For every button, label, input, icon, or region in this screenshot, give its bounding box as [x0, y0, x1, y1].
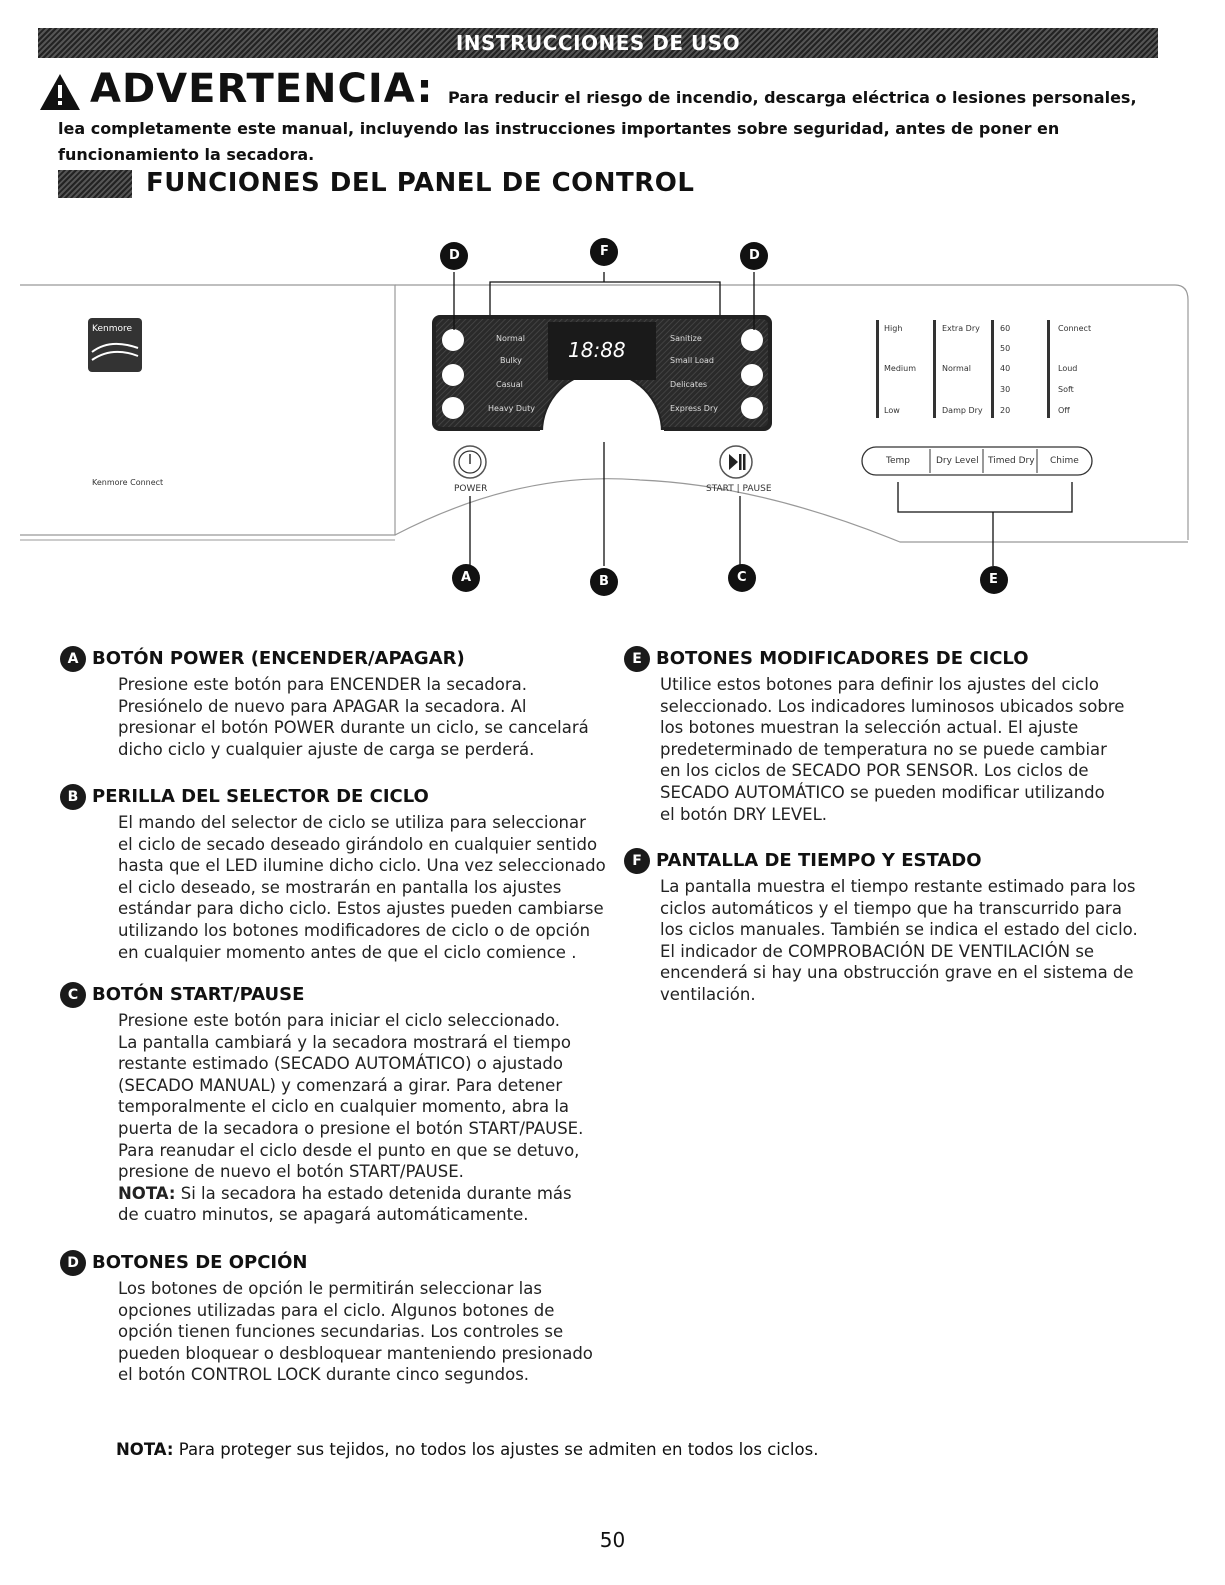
item-c-line: restante estimado (SECADO AUTOMÁTICO) o ajustado: [118, 1054, 564, 1074]
item-a-line: presionar el botón POWER durante un ciclo, se cancelará: [118, 718, 589, 738]
time-50: 50: [1000, 344, 1011, 353]
time-40: 40: [1000, 364, 1011, 373]
item-c-line: (SECADO MANUAL) y comenzará a girar. Para detener: [118, 1075, 563, 1095]
cycle-bulky: Bulky: [500, 356, 522, 365]
modifier-dry-level-button: Dry Level: [936, 456, 979, 466]
item-e-line: en los ciclos de SECADO POR SENSOR. Los ciclos de: [660, 761, 1089, 781]
option-button-left-1: [442, 329, 464, 351]
cycle-knob-mask: [540, 430, 664, 440]
cycle-heavy-duty: Heavy Duty: [488, 404, 535, 413]
marker-d-left: D: [449, 248, 460, 263]
item-c-line: La pantalla cambiará y la secadora mostrará el tiempo: [118, 1032, 571, 1052]
page-number: 50: [599, 1528, 626, 1552]
option-button-right-1: [741, 329, 763, 351]
item-a-line: Presione este botón para ENCENDER la secadora.: [118, 675, 528, 694]
warning-inline-text: Para reducir el riesgo de incendio, descarga eléctrica o lesiones personales,: [448, 88, 1137, 107]
item-f-title: PANTALLA DE TIEMPO Y ESTADO: [656, 850, 982, 871]
item-a-body: [118, 674, 589, 760]
badge-d: D: [60, 1250, 86, 1276]
item-d-line: pueden bloquear o desbloquear manteniendo presionado: [118, 1343, 593, 1363]
item-f-line: La pantalla muestra el tiempo restante estimado para los: [660, 877, 1136, 896]
cycle-casual: Casual: [496, 380, 523, 389]
item-f-line: encenderá si hay una obstrucción grave en el sistema de: [660, 963, 1134, 983]
marker-d-right: D: [749, 248, 760, 263]
item-f-line: ciclos automáticos y el tiempo que ha transcurrido para: [660, 898, 1122, 918]
item-c-title: BOTÓN START/PAUSE: [92, 984, 305, 1005]
modifier-timed-dry-button: Timed Dry: [988, 456, 1035, 466]
time-30: 30: [1000, 385, 1011, 394]
item-e-body: [660, 674, 1124, 825]
badge-c: C: [60, 982, 86, 1008]
item-c-line: presione de nuevo el botón START/PAUSE.: [118, 1162, 464, 1182]
item-d-title: BOTONES DE OPCIÓN: [92, 1252, 308, 1273]
note-label: NOTA:: [118, 1183, 176, 1203]
item-f-line: los ciclos manuales. También se indica el estado del ciclo.: [660, 920, 1138, 940]
option-button-right-2: [741, 364, 763, 386]
badge-a: A: [60, 646, 86, 672]
time-20: 20: [1000, 406, 1011, 415]
panel-curve: [395, 479, 1188, 542]
warning-line: [38, 66, 1178, 116]
item-b-line: el ciclo de secado deseado girándolo en cualquier sentido: [118, 834, 598, 854]
option-button-left-2: [442, 364, 464, 386]
modifier-temp-button: Temp: [886, 456, 910, 466]
dry-normal: Normal: [942, 364, 971, 373]
item-c-note-line: de cuatro minutos, se apagará automáticamente.: [118, 1205, 529, 1225]
item-start-pause: [60, 982, 620, 1242]
item-c-line: Para reanudar el ciclo desde el punto en que se detuvo,: [118, 1140, 580, 1160]
marker-f: F: [600, 244, 609, 259]
marker-b: B: [599, 574, 609, 589]
item-a-title: BOTÓN POWER (ENCENDER/APAGAR): [92, 648, 465, 669]
item-f-line: ventilación.: [660, 984, 756, 1004]
cycle-delicates: Delicates: [670, 380, 708, 389]
item-b-body: [118, 812, 606, 963]
item-e-line: los botones muestran la selección actual. El ajuste: [660, 718, 1079, 738]
dry-extra: Extra Dry: [942, 324, 980, 333]
header-bar: [38, 28, 1158, 58]
warning-title: ADVERTENCIA:: [90, 66, 434, 112]
marker-c: C: [737, 570, 747, 585]
control-panel-svg: [0, 230, 1225, 620]
item-power-button: [60, 646, 620, 776]
item-c-line: temporalmente el ciclo en cualquier momento, abra la: [118, 1097, 570, 1117]
footer-note: [116, 1440, 818, 1459]
item-b-line: hasta que el LED ilumine dicho ciclo. Una vez seleccionado: [118, 856, 606, 876]
item-e-line: Utilice estos botones para definir los ajustes del ciclo: [660, 675, 1099, 694]
brand-logo-text: Kenmore: [92, 324, 133, 334]
item-time-status-display: [624, 848, 1184, 1018]
cycle-normal: Normal: [496, 334, 525, 343]
marker-a: A: [461, 570, 472, 585]
item-e-line: seleccionado. Los indicadores luminosos ubicados sobre: [660, 696, 1125, 716]
item-c-line: puerta de la secadora o presione el botón START/PAUSE.: [118, 1118, 584, 1138]
item-c-body: [118, 1010, 583, 1226]
brand-panel-outline: [20, 285, 395, 535]
power-label: POWER: [454, 484, 488, 494]
modifier-chime-button: Chime: [1050, 456, 1079, 466]
item-d-line: el botón CONTROL LOCK durante cinco segundos.: [118, 1365, 530, 1385]
item-d-line: opción tienen funciones secundarias. Los controles se: [118, 1322, 564, 1342]
item-cycle-modifiers: [624, 646, 1184, 836]
item-a-line: Presiónelo de nuevo para APAGAR la secadora. Al: [118, 696, 527, 716]
footer-note-text: Para proteger sus tejidos, no todos los ajustes se admiten en todos los ciclos.: [173, 1440, 819, 1459]
chime-soft: Soft: [1058, 385, 1074, 394]
dry-damp: Damp Dry: [942, 406, 983, 415]
cycle-sanitize: Sanitize: [670, 334, 702, 343]
item-c-line: Presione este botón para iniciar el ciclo seleccionado.: [118, 1011, 560, 1030]
item-d-line: Los botones de opción le permitirán seleccionar las: [118, 1279, 542, 1298]
note-text: Si la secadora ha estado detenida durante más: [175, 1183, 572, 1203]
item-b-line: El mando del selector de ciclo se utiliza para seleccionar: [118, 813, 586, 832]
time-display-text: 18:88: [568, 338, 626, 362]
item-c-note: [118, 1183, 583, 1205]
chime-loud: Loud: [1058, 364, 1078, 373]
brand-connect-label: Kenmore Connect: [92, 478, 164, 487]
badge-e: E: [624, 646, 650, 672]
footer-note-label: NOTA:: [116, 1440, 174, 1459]
pause-icon-bar-2: [743, 454, 746, 470]
option-button-left-3: [442, 397, 464, 419]
pause-icon-bar-1: [739, 454, 742, 470]
item-e-line: SECADO AUTOMÁTICO se pueden modificar utilizando: [660, 782, 1105, 802]
item-e-title: BOTONES MODIFICADORES DE CICLO: [656, 648, 1029, 669]
item-b-line: en cualquier momento antes de que el ciclo comience .: [118, 942, 577, 962]
header-title: INSTRUCCIONES DE USO: [455, 31, 741, 55]
item-b-line: utilizando los botones modificadores de ciclo o de opción: [118, 920, 591, 940]
chime-connect: Connect: [1058, 324, 1092, 333]
option-button-right-3: [741, 397, 763, 419]
item-d-line: opciones utilizadas para el ciclo. Algunos botones de: [118, 1300, 555, 1320]
temp-low: Low: [884, 406, 900, 415]
section-block: [58, 170, 132, 198]
item-e-line: predeterminado de temperatura no se puede cambiar: [660, 739, 1107, 759]
warning-rest-text: lea completamente este manual, incluyendo las instrucciones importantes sobre seguridad, antes de poner en funcionamiento la secadora.: [58, 119, 1060, 164]
item-d-body: [118, 1278, 593, 1386]
warning-icon: [38, 72, 82, 112]
item-b-line: el ciclo deseado, se mostrarán en pantalla los ajustes: [118, 877, 562, 897]
item-cycle-selector: [60, 784, 620, 974]
badge-b: B: [60, 784, 86, 810]
item-b-line: estándar para dicho ciclo. Estos ajustes pueden cambiarse: [118, 899, 604, 919]
start-pause-label: START | PAUSE: [706, 484, 772, 494]
item-e-line: el botón DRY LEVEL.: [660, 804, 828, 824]
temp-medium: Medium: [884, 364, 916, 373]
control-panel-diagram: [0, 230, 1225, 620]
badge-f: F: [624, 848, 650, 874]
item-option-buttons: [60, 1250, 620, 1400]
item-f-body: [660, 876, 1138, 1006]
item-f-line: El indicador de COMPROBACIÓN DE VENTILACIÓN se: [660, 941, 1095, 961]
marker-e: E: [989, 572, 998, 587]
temp-high: High: [884, 324, 903, 333]
item-b-title: PERILLA DEL SELECTOR DE CICLO: [92, 786, 429, 807]
cycle-express-dry: Express Dry: [670, 404, 718, 413]
item-a-line: dicho ciclo y cualquier ajuste de carga se perderá.: [118, 739, 535, 759]
time-60: 60: [1000, 324, 1011, 333]
cycle-small-load: Small Load: [670, 356, 714, 365]
chime-off: Off: [1058, 406, 1070, 415]
section-title: FUNCIONES DEL PANEL DE CONTROL: [146, 168, 695, 198]
